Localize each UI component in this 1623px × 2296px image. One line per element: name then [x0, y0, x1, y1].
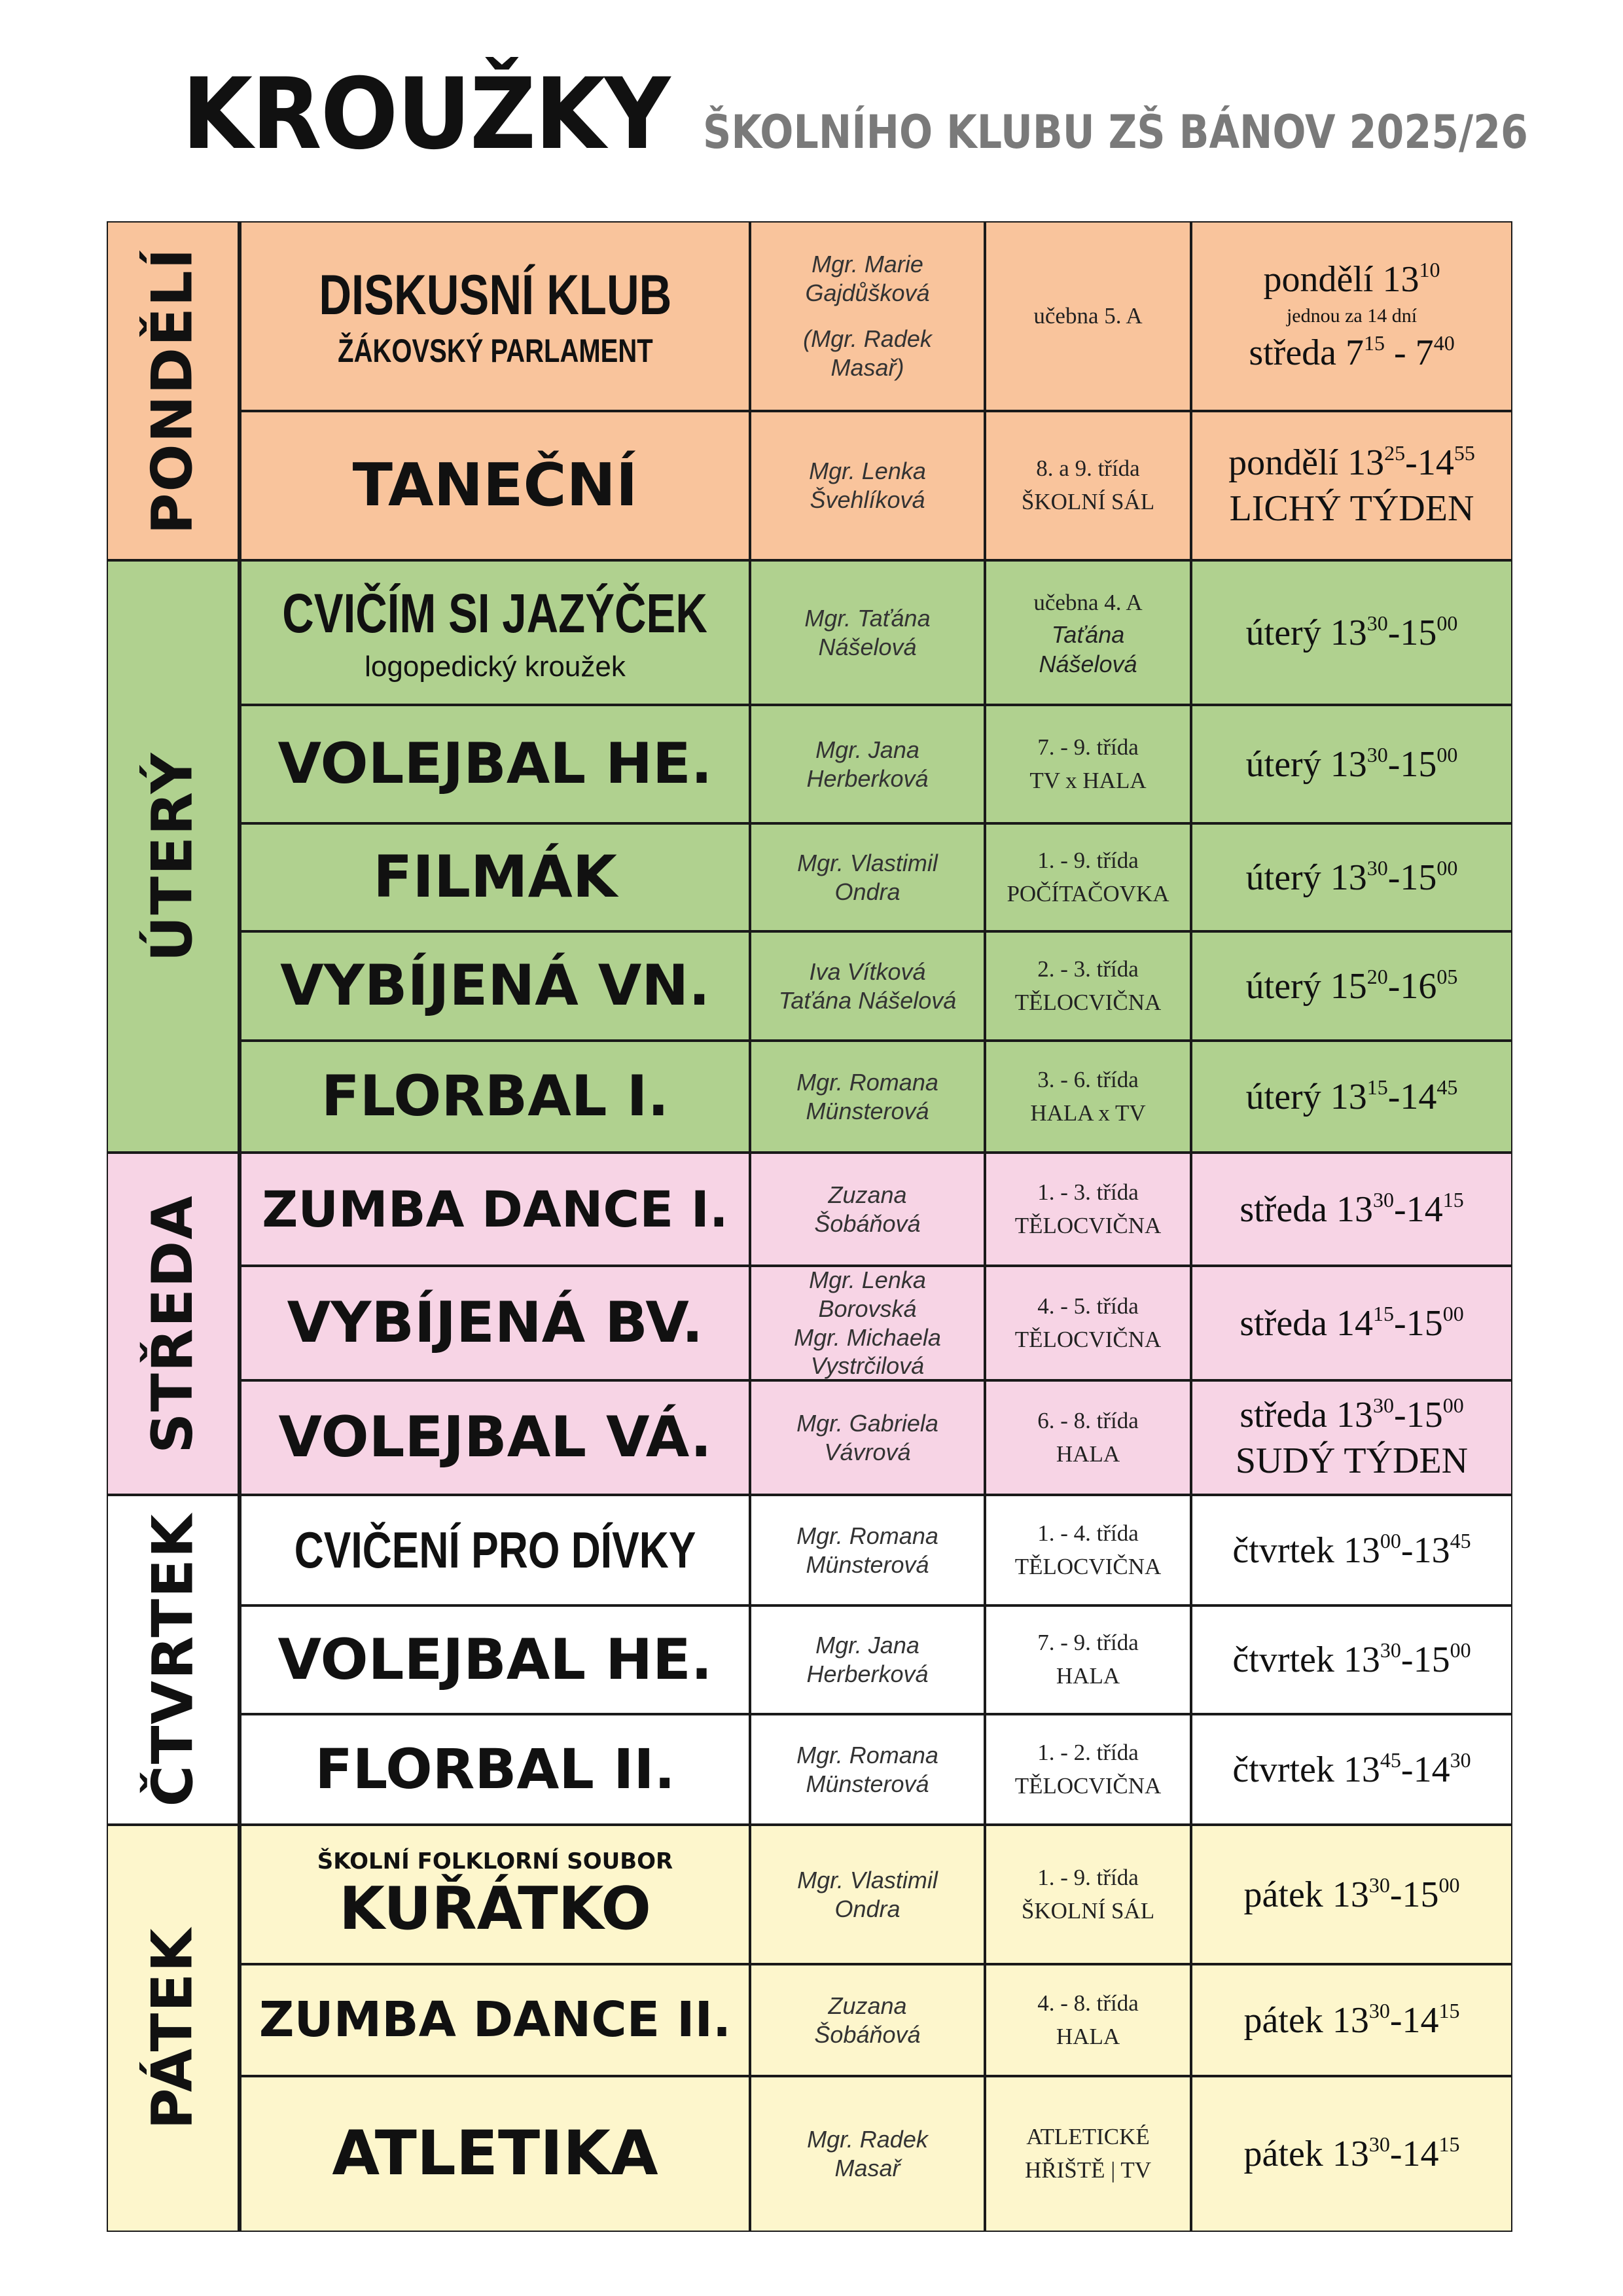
- teacher-name: Mgr. Taťána: [804, 604, 931, 632]
- time-hour: 13: [1330, 612, 1367, 653]
- activity-name: CVIČENÍ PRO DÍVKY: [294, 1521, 696, 1579]
- room-line: učebna 4. A: [1033, 590, 1143, 616]
- time-minutes: 30: [1368, 1873, 1390, 1897]
- teacher-name: Taťána Nášelová: [778, 986, 957, 1014]
- room-line: HŘIŠTĚ | TV: [1024, 2157, 1152, 2183]
- teacher-name: Mgr. Lenka: [809, 457, 926, 485]
- room-cell: [985, 411, 1191, 560]
- time-hour: 13: [1332, 2000, 1369, 2041]
- teacher-name: Mgr. Marie: [812, 251, 923, 278]
- time-minutes: 05: [1436, 964, 1458, 988]
- room-cell: [985, 705, 1191, 823]
- room-cell: [985, 931, 1191, 1041]
- activity-name: ATLETIKA: [332, 2117, 658, 2189]
- teacher-name: Vystrčilová: [810, 1352, 925, 1380]
- room-cell: [985, 1380, 1191, 1495]
- time-minutes: 00: [1442, 1393, 1464, 1417]
- time-day: pátek: [1243, 2000, 1332, 2041]
- day-cell-patek: [107, 1825, 240, 2232]
- teacher-name: Mgr. Gabriela: [796, 1409, 938, 1437]
- room-line: ATLETICKÉ: [1026, 2124, 1150, 2150]
- time-minutes: 45: [1380, 1748, 1401, 1772]
- room-line: 8. a 9. třída: [1036, 456, 1140, 482]
- activity-prefix: ŠKOLNÍ FOLKLORNÍ SOUBOR: [317, 1848, 673, 1875]
- time-cell: [1191, 705, 1512, 823]
- activity-name: VOLEJBAL VÁ.: [278, 1405, 712, 1471]
- time-cell: [1191, 560, 1512, 705]
- teacher-name: Mgr. Romana: [796, 1068, 938, 1096]
- time-text: - 7: [1385, 332, 1434, 373]
- teacher-name: Mgr. Radek: [807, 2126, 928, 2153]
- activity-name: KUŘÁTKO: [339, 1874, 651, 1944]
- teacher-name: Iva Vítková: [809, 958, 926, 985]
- teacher-cell: [750, 823, 985, 931]
- time-hour: 14: [1413, 1749, 1450, 1790]
- room-line: TĚLOCVIČNA: [1014, 1212, 1162, 1238]
- time-day: úterý: [1245, 965, 1330, 1007]
- activity-cell: [240, 931, 750, 1041]
- activity-name: CVIČÍM SI JAZÝČEK: [282, 583, 708, 644]
- time-hour: 16: [1400, 965, 1437, 1007]
- time-line: [1232, 1637, 1471, 1683]
- day-cell-utery: [107, 560, 240, 1153]
- time-cell: [1191, 1605, 1512, 1714]
- teacher-name: Nášelová: [818, 633, 917, 660]
- activity-name: ZUMBA DANCE I.: [262, 1179, 728, 1238]
- activity-name: VOLEJBAL HE.: [277, 731, 713, 797]
- activity-name: VYBÍJENÁ BV.: [287, 1290, 704, 1356]
- teacher-cell: [750, 1153, 985, 1266]
- time-hour: 13: [1413, 1530, 1450, 1571]
- time-line: [1246, 963, 1458, 1009]
- time-minutes: 15: [1373, 1301, 1395, 1325]
- time-dash: -: [1394, 1394, 1406, 1435]
- room-line: HALA x TV: [1030, 1100, 1146, 1126]
- time-minutes: 30: [1368, 1998, 1390, 2022]
- activity-name: ZUMBA DANCE II.: [259, 1991, 732, 2048]
- time-minutes: 45: [1436, 1075, 1458, 1099]
- time-dash: -: [1400, 1530, 1414, 1571]
- activity-name: FLORBAL I.: [321, 1064, 669, 1130]
- time-cell: [1191, 1825, 1512, 1964]
- teacher-name: Ondra: [834, 878, 901, 905]
- activity-cell: [240, 1380, 750, 1495]
- time-hour: 15: [1413, 1640, 1450, 1680]
- time-text: pondělí 13: [1263, 259, 1419, 300]
- time-cell: [1191, 823, 1512, 931]
- time-day: úterý: [1245, 1076, 1330, 1117]
- time-day: úterý: [1245, 612, 1330, 653]
- time-hour: 14: [1402, 2000, 1439, 2041]
- time-hour: 13: [1330, 744, 1367, 785]
- activity-cell: [240, 1495, 750, 1605]
- time-minutes: 30: [1373, 1187, 1395, 1211]
- room-line: 1. - 9. třída: [1037, 1864, 1139, 1890]
- room-line: 1. - 2. třída: [1037, 1739, 1139, 1765]
- day-label: ÚTERÝ: [140, 751, 206, 962]
- teacher-cell: [750, 931, 985, 1041]
- time-week: LICHÝ TÝDEN: [1229, 488, 1474, 529]
- room-cell: [985, 1605, 1191, 1714]
- activity-cell: [240, 411, 750, 560]
- time-hour: 15: [1400, 857, 1437, 898]
- time-minutes: 15: [1366, 1075, 1388, 1099]
- activity-name: VYBÍJENÁ VN.: [280, 953, 710, 1019]
- time-hour: 14: [1336, 1302, 1374, 1344]
- title-subtitle: ŠKOLNÍHO KLUBU ZŠ BÁNOV 2025/26: [702, 105, 1528, 159]
- activity-name: DISKUSNÍ KLUB: [319, 263, 671, 327]
- time-minutes: 55: [1454, 441, 1475, 465]
- teacher-name: Münsterová: [806, 1551, 929, 1578]
- time-day: čtvrtek: [1232, 1640, 1344, 1680]
- room-line: ŠKOLNÍ SÁL: [1021, 1897, 1155, 1924]
- time-hour: 13: [1343, 1640, 1380, 1680]
- time-hour: 15: [1406, 1394, 1443, 1435]
- time-hour: 13: [1332, 1874, 1369, 1915]
- schedule-table: [107, 221, 1512, 2232]
- teacher-name: Šobáňová: [814, 1210, 921, 1237]
- teacher-name: Ondra: [834, 1895, 901, 1922]
- time-line: [1228, 440, 1475, 486]
- teacher-name: Mgr. Romana: [796, 1522, 938, 1549]
- time-hour: 13: [1330, 1076, 1367, 1117]
- time-minutes: 15: [1438, 2132, 1460, 2156]
- teacher-cell: [750, 705, 985, 823]
- time-dash: -: [1405, 442, 1418, 483]
- time-day: čtvrtek: [1232, 1749, 1344, 1790]
- time-hour: 15: [1330, 965, 1367, 1007]
- time-hour: 14: [1417, 442, 1454, 483]
- time-day: pátek: [1243, 1874, 1332, 1915]
- activity-note: logopedický kroužek: [365, 651, 626, 683]
- time-line: [1232, 1528, 1471, 1573]
- time-week: SUDÝ TÝDEN: [1235, 1440, 1469, 1481]
- teacher-name: Švehlíková: [810, 486, 925, 513]
- day-label: STŘEDA: [140, 1194, 206, 1454]
- room-line: TĚLOCVIČNA: [1014, 989, 1162, 1015]
- activity-cell: [240, 1266, 750, 1380]
- room-line: 4. - 5. třída: [1037, 1293, 1139, 1319]
- time-day: úterý: [1245, 744, 1330, 785]
- room-cell: [985, 1041, 1191, 1153]
- time-minutes: 15: [1442, 1187, 1464, 1211]
- day-cell-pondeli: [107, 221, 240, 560]
- time-cell: [1191, 221, 1512, 411]
- teacher-cell: [750, 560, 985, 705]
- activity-cell: [240, 1964, 750, 2076]
- time-line: [1249, 330, 1454, 376]
- teacher-cell: [750, 2076, 985, 2232]
- time-line: [1244, 1998, 1460, 2043]
- time-line: [1240, 1392, 1463, 1438]
- room-line: 7. - 9. třída: [1037, 1630, 1139, 1656]
- time-hour: 13: [1347, 442, 1385, 483]
- room-cell: [985, 1825, 1191, 1964]
- activity-cell: [240, 560, 750, 705]
- time-dash: -: [1389, 1874, 1402, 1915]
- time-day: úterý: [1245, 857, 1330, 898]
- time-line: [1246, 610, 1458, 656]
- activity-name: TANEČNÍ: [352, 450, 638, 520]
- activity-name: FLORBAL II.: [315, 1737, 675, 1802]
- time-minutes: 45: [1450, 1528, 1471, 1552]
- room-line: TĚLOCVIČNA: [1014, 1553, 1162, 1579]
- day-label: PÁTEK: [140, 1927, 206, 2130]
- activity-cell: [240, 1605, 750, 1714]
- activity-cell: [240, 1825, 750, 1964]
- time-minutes: 30: [1380, 1638, 1401, 1662]
- time-minutes: 00: [1442, 1301, 1464, 1325]
- room-cell: [985, 1266, 1191, 1380]
- room-line: 3. - 6. třída: [1037, 1066, 1139, 1092]
- room-note: Taťána: [1051, 620, 1125, 648]
- activity-cell: [240, 705, 750, 823]
- time-minutes: 30: [1368, 2132, 1390, 2156]
- time-dash: -: [1387, 612, 1400, 653]
- time-minutes: 30: [1366, 611, 1388, 635]
- time-line: [1244, 2131, 1460, 2177]
- room-line: 4. - 8. třída: [1037, 1990, 1139, 2016]
- time-minutes: 00: [1436, 855, 1458, 880]
- teacher-name: Münsterová: [806, 1097, 929, 1124]
- room-note: Nášelová: [1039, 650, 1137, 677]
- teacher-name: Mgr. Vlastimil: [797, 1866, 938, 1893]
- time-dash: -: [1389, 2000, 1402, 2041]
- time-minutes: 10: [1419, 258, 1440, 281]
- teacher-name: (Mgr. Radek: [803, 325, 932, 352]
- time-line: [1232, 1747, 1471, 1793]
- time-hour: 13: [1332, 2134, 1369, 2174]
- room-line: POČÍTAČOVKA: [1007, 880, 1169, 906]
- time-hour: 13: [1343, 1749, 1380, 1790]
- teacher-name: Mgr. Jana: [815, 736, 919, 763]
- time-cell: [1191, 411, 1512, 560]
- room-cell: [985, 1964, 1191, 2076]
- page-title: [182, 58, 1623, 169]
- activity-name: VOLEJBAL HE.: [277, 1626, 713, 1693]
- time-hour: 15: [1400, 744, 1437, 785]
- time-hour: 15: [1400, 612, 1437, 653]
- title-main: KROUŽKY: [182, 58, 669, 171]
- room-cell: [985, 221, 1191, 411]
- activity-cell: [240, 1714, 750, 1825]
- activity-cell: [240, 1153, 750, 1266]
- time-line: [1240, 1300, 1463, 1346]
- time-minutes: 20: [1366, 964, 1388, 988]
- teacher-name: Mgr. Romana: [796, 1741, 938, 1768]
- teacher-name: Herberková: [806, 1660, 929, 1687]
- time-hour: 13: [1343, 1530, 1380, 1571]
- time-minutes: 30: [1366, 742, 1388, 766]
- time-cell: [1191, 931, 1512, 1041]
- teacher-name: Borovská: [818, 1295, 917, 1322]
- time-dash: -: [1400, 1640, 1414, 1680]
- teacher-cell: [750, 1266, 985, 1380]
- time-day: pondělí: [1228, 442, 1348, 483]
- activity-cell: [240, 221, 750, 411]
- time-cell: [1191, 1266, 1512, 1380]
- time-dash: -: [1389, 2134, 1402, 2174]
- room-cell: [985, 2076, 1191, 2232]
- time-line: [1246, 742, 1458, 787]
- time-hour: 15: [1406, 1302, 1443, 1344]
- time-line: [1240, 1187, 1463, 1232]
- room-cell: [985, 560, 1191, 705]
- time-minutes: 00: [1450, 1638, 1471, 1662]
- time-day: středa: [1240, 1394, 1337, 1435]
- teacher-name: Masař: [834, 2155, 901, 2181]
- teacher-cell: [750, 221, 985, 411]
- time-cell: [1191, 1964, 1512, 2076]
- time-hour: 13: [1336, 1394, 1374, 1435]
- room-cell: [985, 1495, 1191, 1605]
- room-line: 1. - 3. třída: [1037, 1179, 1139, 1205]
- time-minutes: 30: [1373, 1393, 1395, 1417]
- time-day: pátek: [1243, 2134, 1332, 2174]
- room-cell: [985, 1714, 1191, 1825]
- activity-name: FILMÁK: [373, 843, 617, 911]
- time-text: středa 7: [1249, 332, 1364, 373]
- time-line: [1244, 1872, 1460, 1918]
- day-label: PONDĚLÍ: [140, 247, 206, 535]
- room-line: TV x HALA: [1029, 767, 1147, 793]
- time-dash: -: [1400, 1749, 1414, 1790]
- activity-cell: [240, 823, 750, 931]
- time-minutes: 25: [1384, 441, 1406, 465]
- teacher-name: Mgr. Jana: [815, 1632, 919, 1659]
- teacher-name: Münsterová: [806, 1770, 929, 1797]
- teacher-cell: [750, 1714, 985, 1825]
- time-minutes: 15: [1438, 1998, 1460, 2022]
- room-line: HALA: [1056, 1441, 1120, 1467]
- time-dash: -: [1387, 965, 1400, 1007]
- teacher-name: Herberková: [806, 764, 929, 792]
- room-line: TĚLOCVIČNA: [1014, 1772, 1162, 1799]
- teacher-name: Šobáňová: [814, 2020, 921, 2048]
- activity-cell: [240, 2076, 750, 2232]
- time-dash: -: [1394, 1302, 1406, 1344]
- activity-cell: [240, 1041, 750, 1153]
- time-minutes: 00: [1436, 611, 1458, 635]
- teacher-cell: [750, 1964, 985, 2076]
- teacher-name: Mgr. Lenka: [809, 1266, 926, 1293]
- day-cell-streda: [107, 1153, 240, 1495]
- time-cell: [1191, 1041, 1512, 1153]
- teacher-name: Zuzana: [828, 1181, 907, 1208]
- teacher-name: Masař): [830, 353, 904, 381]
- time-dash: -: [1387, 1076, 1400, 1117]
- room-line: 1. - 4. třída: [1037, 1520, 1139, 1546]
- teacher-cell: [750, 1041, 985, 1153]
- room-line: ŠKOLNÍ SÁL: [1021, 489, 1155, 514]
- teacher-cell: [750, 1825, 985, 1964]
- time-minutes: 30: [1366, 855, 1388, 880]
- time-day: čtvrtek: [1232, 1530, 1344, 1571]
- time-minutes: 00: [1436, 742, 1458, 766]
- time-line: [1246, 1074, 1458, 1120]
- time-line: [1264, 257, 1440, 302]
- day-label: ČTVRTEK: [140, 1513, 205, 1807]
- room-line: 7. - 9. třída: [1037, 734, 1139, 760]
- time-cell: [1191, 1714, 1512, 1825]
- room-line: HALA: [1056, 1663, 1120, 1689]
- time-minutes: 30: [1450, 1748, 1471, 1772]
- room-cell: [985, 1153, 1191, 1266]
- teacher-cell: [750, 411, 985, 560]
- time-minutes: 40: [1433, 331, 1455, 355]
- time-note: jednou za 14 dní: [1286, 305, 1418, 327]
- time-cell: [1191, 1153, 1512, 1266]
- room-line: 6. - 8. třída: [1037, 1407, 1139, 1433]
- time-day: středa: [1240, 1302, 1337, 1344]
- time-cell: [1191, 1495, 1512, 1605]
- room-line: 2. - 3. třída: [1037, 956, 1139, 982]
- time-hour: 13: [1330, 857, 1367, 898]
- time-dash: -: [1394, 1189, 1406, 1230]
- time-hour: 14: [1406, 1189, 1443, 1230]
- time-hour: 13: [1336, 1189, 1374, 1230]
- activity-subtitle: ŽÁKOVSKÝ PARLAMENT: [337, 332, 653, 369]
- time-hour: 15: [1402, 1874, 1439, 1915]
- time-line: [1246, 855, 1458, 901]
- teacher-name: Zuzana: [828, 1992, 907, 2019]
- teacher-cell: [750, 1495, 985, 1605]
- time-cell: [1191, 2076, 1512, 2232]
- room-cell: [985, 823, 1191, 931]
- room-line: učebna 5. A: [1033, 302, 1143, 329]
- teacher-cell: [750, 1605, 985, 1714]
- teacher-name: Vávrová: [824, 1438, 911, 1465]
- time-day: středa: [1240, 1189, 1337, 1230]
- room-line: HALA: [1056, 2023, 1120, 2049]
- time-minutes: 00: [1380, 1528, 1401, 1552]
- teacher-cell: [750, 1380, 985, 1495]
- time-minutes: 15: [1364, 331, 1385, 355]
- teacher-name: Mgr. Vlastimil: [797, 849, 938, 876]
- time-dash: -: [1387, 744, 1400, 785]
- teacher-name: Mgr. Michaela: [794, 1323, 941, 1351]
- time-cell: [1191, 1380, 1512, 1495]
- teacher-name: Gajdůšková: [805, 279, 930, 307]
- room-line: 1. - 9. třída: [1037, 847, 1139, 873]
- time-minutes: 00: [1438, 1873, 1460, 1897]
- time-dash: -: [1387, 857, 1400, 898]
- time-hour: 14: [1400, 1076, 1437, 1117]
- day-cell-ctvrtek: [107, 1495, 240, 1825]
- room-line: TĚLOCVIČNA: [1014, 1326, 1162, 1352]
- time-hour: 14: [1402, 2134, 1439, 2174]
